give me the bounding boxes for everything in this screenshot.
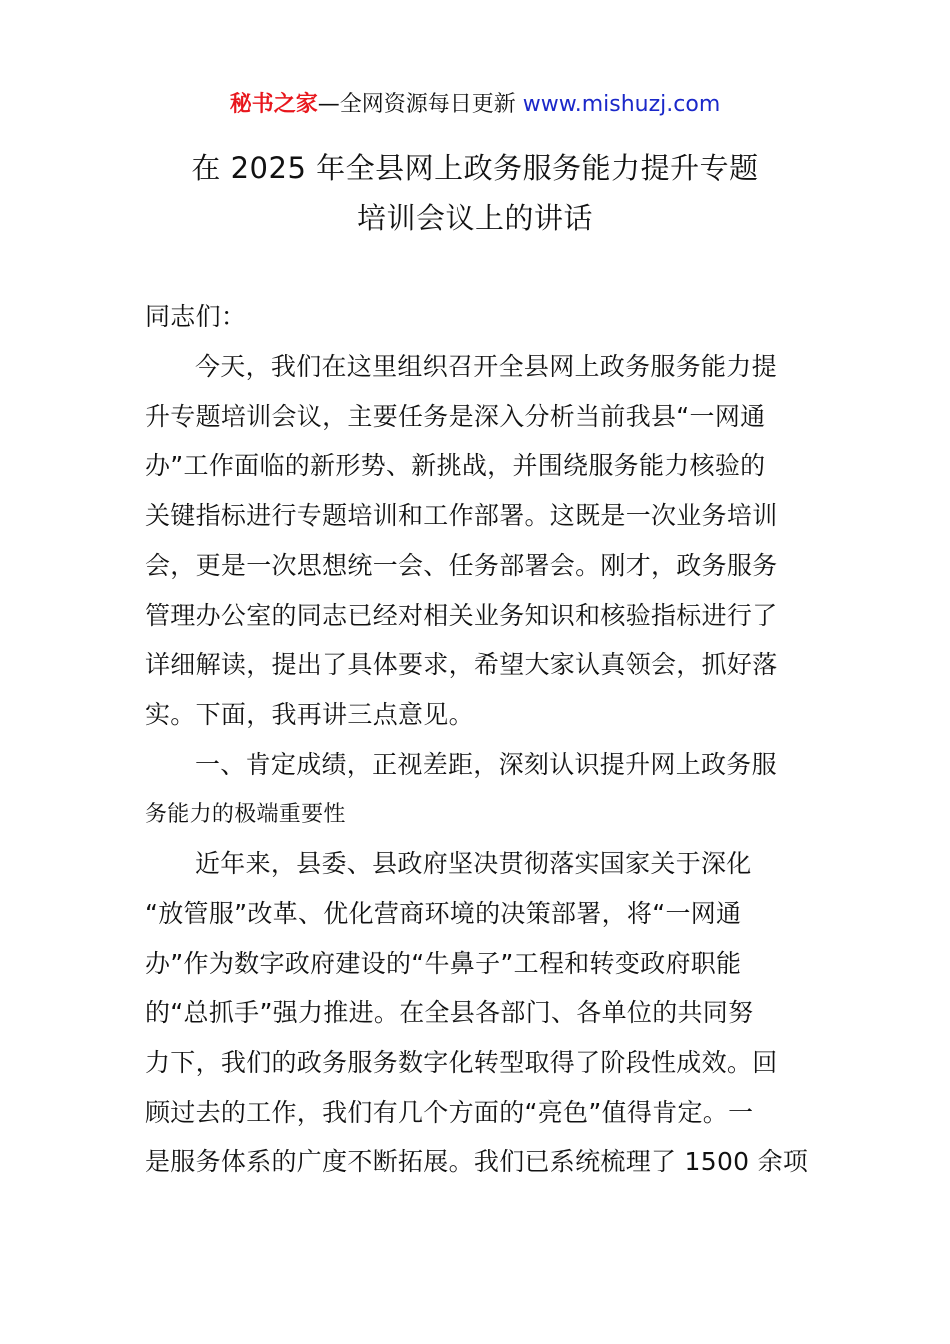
paragraph-line: 升专题培训会议，主要任务是深入分析当前我县“一网通 xyxy=(145,402,766,431)
paragraph-line: “放管服”改革、优化营商环境的决策部署，将“一网通 xyxy=(145,899,742,928)
site-url[interactable]: www.mishuzj.com xyxy=(522,92,721,117)
site-header xyxy=(0,88,950,122)
paragraph-line: 办”工作面临的新形势、新挑战，并围绕服务能力核验的 xyxy=(145,451,766,480)
section-heading-line: 一、肯定成绩，正视差距，深刻认识提升网上政务服 xyxy=(195,750,777,779)
paragraph-line: 会，更是一次思想统一会、任务部署会。刚才，政务服务 xyxy=(145,551,778,580)
paragraph-line: 近年来，县委、县政府坚决贯彻落实国家关于深化 xyxy=(195,849,752,878)
document-title-line-2: 培训会议上的讲话 xyxy=(356,201,593,235)
salutation: 同志们： xyxy=(145,302,247,331)
paragraph-line: 管理办公室的同志已经对相关业务知识和核验指标进行了 xyxy=(145,601,778,630)
paragraph-line: 顾过去的工作，我们有几个方面的“亮色”值得肯定。一 xyxy=(145,1098,754,1127)
paragraph-line: 的“总抓手”强力推进。在全县各部门、各单位的共同努 xyxy=(145,998,754,1027)
paragraph-line: 关键指标进行专题培训和工作部署。这既是一次业务培训 xyxy=(145,501,778,530)
brand-name: 秘书之家 xyxy=(229,92,318,117)
paragraph-line: 实。下面，我再讲三点意见。 xyxy=(145,700,474,729)
section-heading-line: 务能力的极端重要性 xyxy=(145,802,346,827)
paragraph-line: 是服务体系的广度不断拓展。我们已系统梳理了 1500 余项 xyxy=(145,1147,809,1176)
paragraph-line: 今天，我们在这里组织召开全县网上政务服务能力提 xyxy=(195,352,777,381)
paragraph-line: 详细解读，提出了具体要求，希望大家认真领会，抓好落 xyxy=(145,650,778,679)
paragraph-line: 力下，我们的政务服务数字化转型取得了阶段性成效。回 xyxy=(145,1048,778,1077)
paragraph-line: 办”作为数字政府建设的“牛鼻子”工程和转变政府职能 xyxy=(145,949,742,978)
document-title-line-1: 在 2025 年全县网上政务服务能力提升专题 xyxy=(191,151,759,185)
header-tagline: —全网资源每日更新 xyxy=(317,92,516,117)
